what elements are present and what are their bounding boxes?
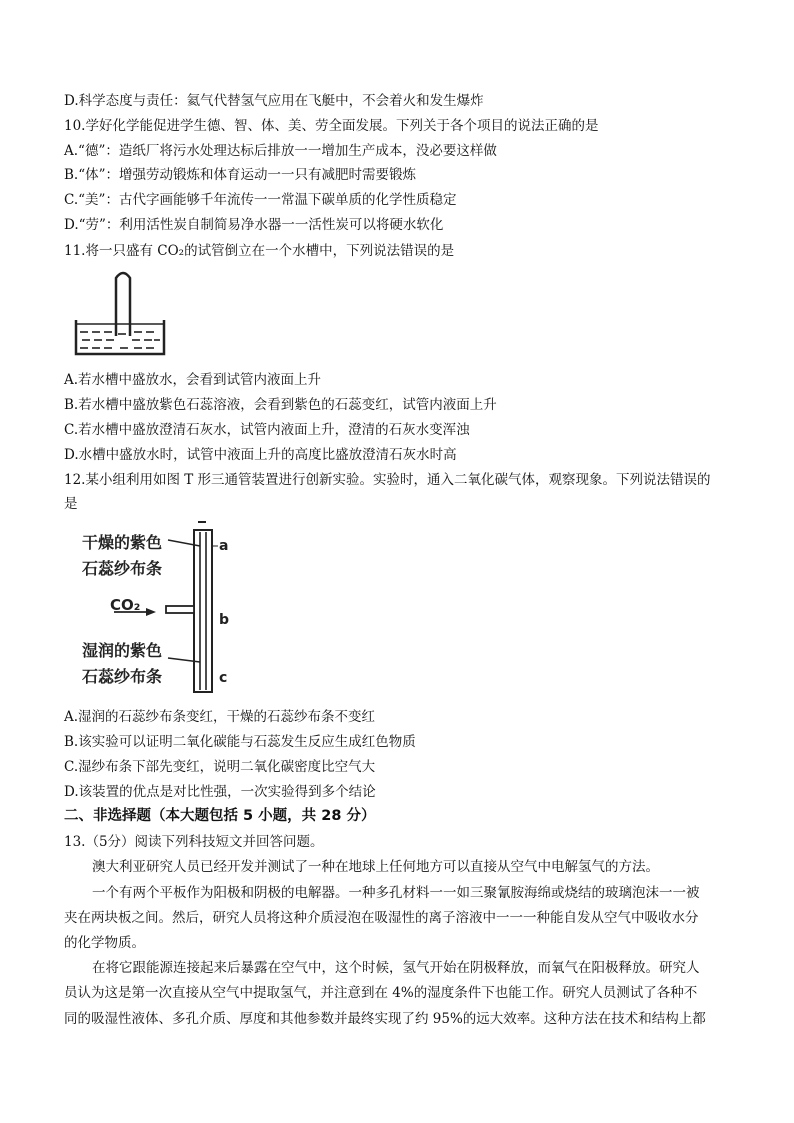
option-11b: B.若水槽中盛放紫色石蕊溶液，会看到紫色的石蕊变红，试管内液面上升 [64,397,497,413]
option-10a: A.“德”：造纸厂将污水处理达标后排放一一增加生产成本，没必要这样做 [64,143,497,159]
option-11c: C.若水槽中盛放澄清石灰水，试管内液面上升，澄清的石灰水变浑浊 [64,422,470,438]
option-12d: D.该装置的优点是对比性强，一次实验得到多个结论 [64,784,376,800]
fig12-point-b: b [219,612,230,628]
question-12-cont: 是 [64,496,78,512]
question-11: 11.将一只盛有 CO₂的试管倒立在一个水槽中，下列说法错误的是 [64,243,455,259]
passage-line-3: 夹在两块板之间。然后，研究人员将这种介质浸泡在吸湿性的离子溶液中一一一种能自发从空气中吸收水分 [64,910,699,926]
passage-line-6: 员认为这是第一次直接从空气中提取氢气，并注意到在 4%的湿度条件下也能工作。研究人员测试了各种不 [64,985,698,1001]
option-11a: A.若水槽中盛放水，会看到试管内液面上升 [64,372,322,388]
option-10-prev-d: D.科学态度与责任：氦气代替氢气应用在飞艇中，不会着火和发生爆炸 [64,93,484,109]
passage-line-5: 在将它跟能源连接起来后暴露在空气中，这个时候，氢气开始在阴极释放，而氧气在阳极释放。研究人 [92,960,700,976]
option-10b: B.“体”：增强劳动锻炼和体育运动一一只有减肥时需要锻炼 [64,167,417,183]
fig12-dry-label-2: 石蕊纱布条 [82,559,163,578]
fig12-wet-label-1: 湿润的紫色 [82,641,163,660]
option-10d: D.“劳”：利用活性炭自制简易净水器一一活性炭可以将硬水软化 [64,217,444,233]
question-10: 10.学好化学能促进学生德、智、体、美、劳全面发展。下列关于各个项目的说法正确的是 [64,118,599,134]
fig12-gas-label: CO₂ [110,596,141,614]
fig12-wet-label-2: 石蕊纱布条 [82,667,163,686]
passage-line-4: 的化学物质。 [64,935,145,951]
fig12-dry-label-1: 干燥的紫色 [82,533,163,552]
option-11d: D.水槽中盛放水时，试管中液面上升的高度比盛放澄清石灰水时高 [64,447,457,463]
fig12-point-c: c [219,670,228,686]
question-13: 13.（5分）阅读下列科技短文并回答问题。 [64,834,324,850]
option-10c: C.“美”：古代字画能够千年流传一一常温下碳单质的化学性质稳定 [64,192,457,208]
passage-line-7: 同的吸湿性液体、多孔介质、厚度和其他参数并最终实现了约 95%的远大效率。这种方法在技术和结构上都 [64,1011,706,1027]
question-12: 12.某小组利用如图 T 形三通管装置进行创新实验。实验时，通入二氧化碳气体，观察现象。下列说法错误的 [64,472,711,488]
section-heading: 二、非选择题（本大题包括 5 小题，共 28 分） [64,808,376,824]
passage-line-1: 澳大利亚研究人员已经开发并测试了一种在地球上任何地方可以直接从空气中电解氢气的方法。 [92,859,659,875]
passage-line-2: 一个有两个平板作为阳极和阴极的电解器。一种多孔材料一一如三聚氰胺海绵或烧结的玻璃泡沫一一被 [92,885,700,901]
option-12a: A.湿润的石蕊纱布条变红，干燥的石蕊纱布条不变红 [64,709,376,725]
fig12-point-a: a [219,538,229,554]
figure-11-test-tube-trough [70,266,170,358]
option-12c: C.湿纱布条下部先变红，说明二氧化碳密度比空气大 [64,759,376,775]
option-12b: B.该实验可以证明二氧化碳能与石蕊发生反应生成红色物质 [64,734,416,750]
